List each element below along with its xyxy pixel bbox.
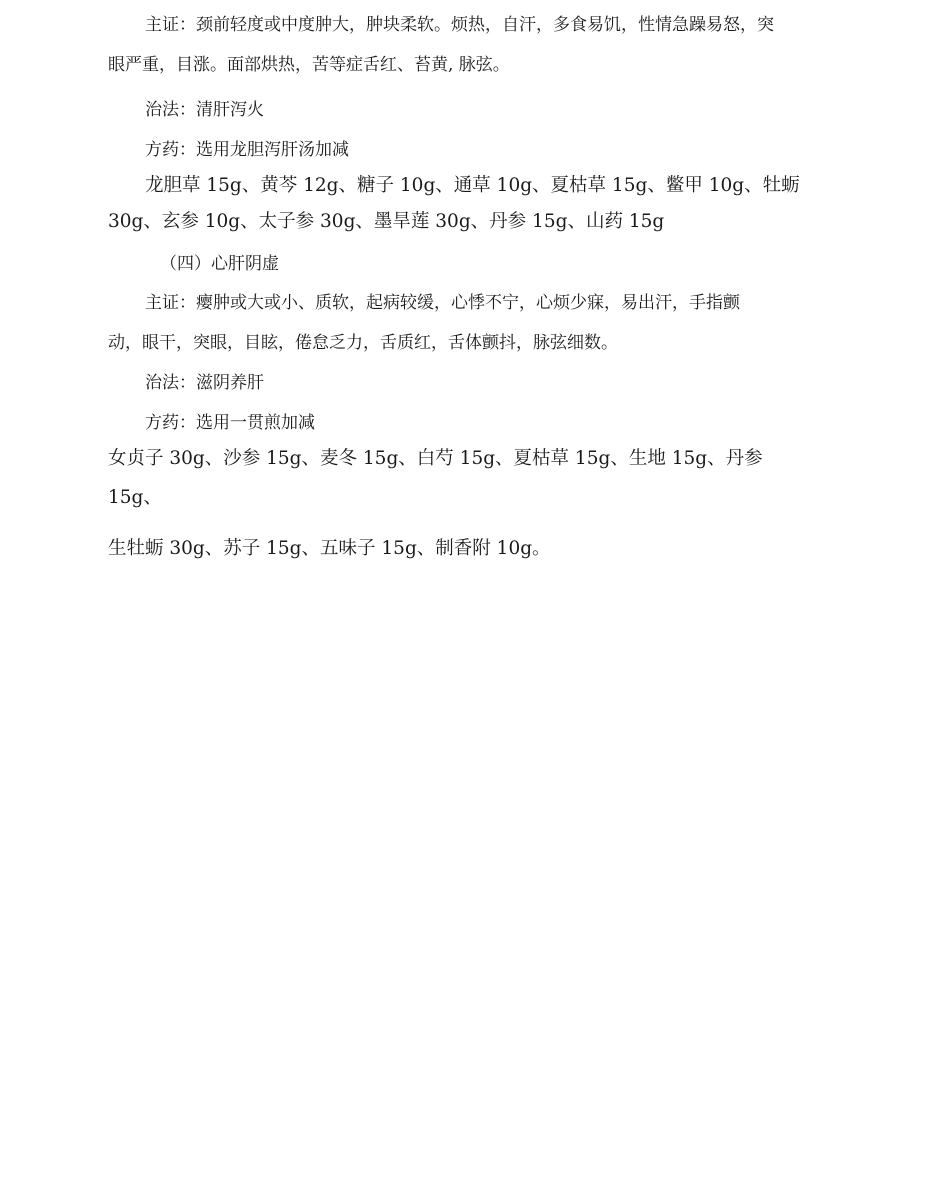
section3-herbs-line-1: 龙胆草 15g、黄芩 12g、糖子 10g、通草 10g、夏枯草 15g、鳖甲 10g、牡蛎 — [145, 175, 800, 196]
section4-treatment-method: 治法：滋阴养肝 — [145, 373, 264, 393]
section3-symptoms-line-2: 眼严重，目涨。面部烘热，苦等症舌红、苔黄, 脉弦。 — [108, 55, 510, 75]
section4-herbs-line-3: 生牡蛎 30g、苏子 15g、五味子 15g、制香附 10g。 — [108, 538, 551, 559]
section4-prescription: 方药：选用一贯煎加减 — [145, 413, 315, 433]
section4-symptoms-line-1: 主证：瘿肿或大或小、质软，起病较缓，心悸不宁，心烦少寐，易出汗，手指颤 — [145, 293, 740, 313]
section4-symptoms-line-2: 动，眼干，突眼，目眩，倦怠乏力，舌质红，舌体颤抖，脉弦细数。 — [108, 333, 618, 353]
section3-herbs-line-2: 30g、玄参 10g、太子参 30g、墨旱莲 30g、丹参 15g、山药 15g — [108, 211, 665, 232]
section3-prescription: 方药：选用龙胆泻肝汤加减 — [145, 140, 349, 160]
section3-symptoms-line-1: 主证：颈前轻度或中度肿大，肿块柔软。烦热，自汗，多食易饥，性情急躁易怒，突 — [145, 15, 774, 35]
section4-heading: （四）心肝阴虚 — [160, 254, 279, 274]
section3-treatment-method: 治法：清肝泻火 — [145, 100, 264, 120]
section4-herbs-line-1: 女贞子 30g、沙参 15g、麦冬 15g、白芍 15g、夏枯草 15g、生地 15g、丹参 — [108, 448, 763, 469]
section4-herbs-line-2: 15g、 — [108, 487, 162, 508]
